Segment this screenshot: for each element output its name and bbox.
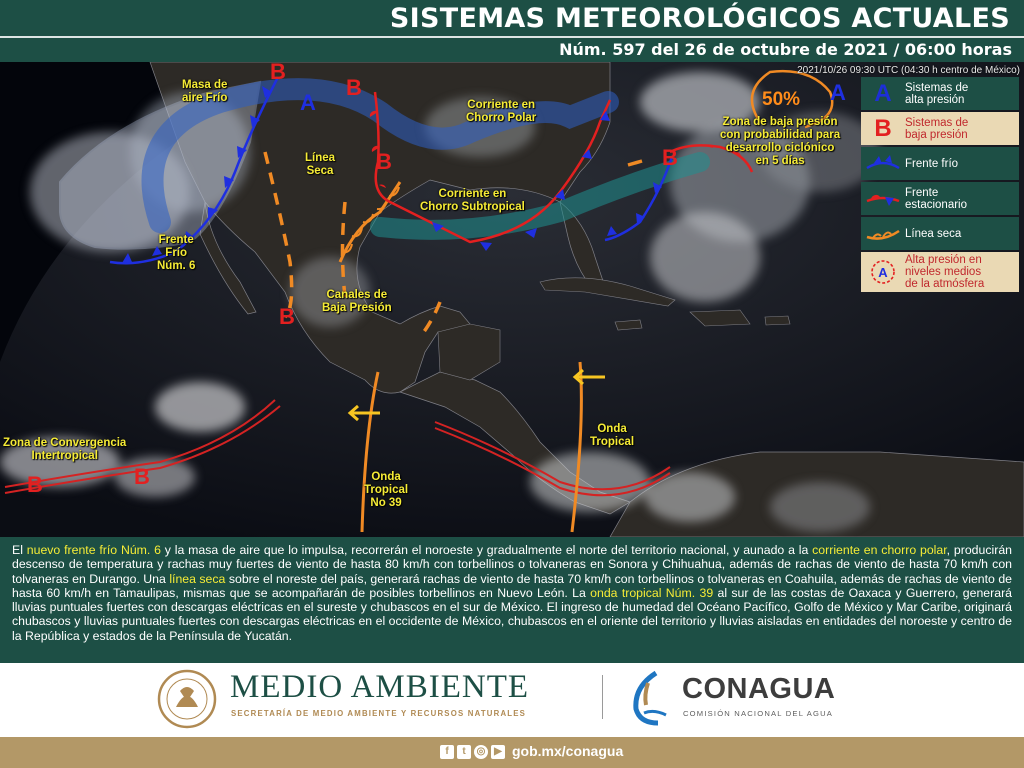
footer-bar	[0, 737, 1024, 768]
bulletin-segment: , producirán descenso de temperatura y rachas muy fuertes de viento de hasta 80 km/h con torbellinos o tolvaneras en Sonora y Chihuahua, además de rachas de viento de hasta 70 km/h con tolvaneras en Durango. Una	[12, 543, 1012, 586]
bulletin-text-panel	[0, 537, 1024, 663]
label-masa-aire-frio: Masa de aire Frío	[182, 79, 228, 104]
legend-item-low-pressure	[861, 112, 1019, 145]
conagua-subtitle: COMISIÓN NACIONAL DEL AGUA	[683, 709, 834, 718]
bulletin-segment: y la masa de aire que lo impulsa, recorrerán el noroeste y gradualmente el norte del territorio nacional, y aunado a la	[160, 543, 813, 557]
legend-label-mid-level-high: Alta presión en niveles medios de la atmósfera	[905, 254, 985, 290]
dry-line-icon	[865, 224, 901, 244]
low-pressure-B-2: B	[346, 75, 362, 100]
logo-bar	[0, 663, 1024, 737]
jamaica-island	[615, 320, 642, 330]
label-corriente-chorro-polar: Corriente en Chorro Polar	[466, 99, 537, 124]
low-pressure-B-7: B	[134, 464, 150, 489]
legend-item-dry-line	[861, 217, 1019, 250]
website-link[interactable]: gob.mx/conagua	[512, 743, 624, 759]
bulletin-highlight: corriente en chorro polar	[812, 543, 947, 557]
label-onda-tropical: Onda Tropical	[590, 423, 635, 448]
bulletin-number-date: Núm. 597 del 26 de octubre de 2021 / 06:00 horas	[559, 40, 1012, 59]
high-pressure-icon: A	[874, 79, 892, 107]
mid-level-high-icon	[868, 257, 898, 287]
puerto-rico-island	[765, 316, 790, 325]
satellite-timestamp: 2021/10/26 09:30 UTC (04:30 h centro de México)	[797, 65, 1020, 76]
label-linea-seca: Línea Seca	[305, 152, 336, 177]
bulletin-paragraph	[12, 543, 1012, 643]
header-bar	[0, 0, 1024, 62]
bulletin-segment: al sur de las costas de Oaxaca y Guerrero, generará lluvias puntuales fuertes con descargas eléctricas en el sureste y chubascos en el sur de México. El ingreso de humedad del Océano Pacífico, Golfo de México y Mar Caribe, originará chubascos y lluvias puntuales fuertes con descargas eléctricas en el occidente de México, chubascos en el oriente del territorio y lluvias aisladas en entidades del noroeste y centro de la República y estados de la Península de Yucatán.	[12, 585, 1012, 643]
legend-label-low-pressure: Sistemas de baja presión	[905, 116, 969, 141]
cold-front-icon	[865, 154, 901, 174]
cyclone-probability: 50%	[762, 89, 801, 110]
label-corriente-chorro-subtropical: Corriente en Chorro Subtropical	[420, 188, 525, 213]
page-title: SISTEMAS METEOROLÓGICOS ACTUALES	[389, 3, 1010, 34]
low-pressure-B-5: B	[662, 145, 678, 170]
high-pressure-A-2: A	[830, 80, 846, 105]
low-pressure-B-3: B	[376, 149, 392, 174]
bulletin-segment: El	[12, 543, 27, 557]
mexico-seal-logo	[156, 669, 218, 729]
twitter-icon[interactable]: t	[457, 745, 471, 759]
bulletin-highlight: línea seca	[169, 571, 226, 586]
medio-ambiente-title: MEDIO AMBIENTE	[230, 669, 530, 705]
low-pressure-icon: B	[874, 114, 892, 142]
semarnat-subtitle: SECRETARÍA DE MEDIO AMBIENTE Y RECURSOS NATURALES	[231, 709, 527, 718]
label-onda-tropical-39: Onda Tropical No 39	[364, 471, 409, 509]
legend-item-cold-front	[861, 147, 1019, 180]
bulletin-segment: sobre el noreste del país, generará rachas de viento de hasta 70 km/h con torbellinos o tolvaneras en Coahuila, además de rachas de viento de hasta 60 km/h en Tamaulipas, mismas que se acompañarán de posibles torbellinos en Nuevo León. La	[12, 571, 1012, 600]
social-icons	[440, 745, 505, 759]
legend-label-stationary-front: Frente estacionario	[905, 186, 968, 211]
conagua-title: CONAGUA	[682, 673, 836, 705]
logo-divider	[602, 675, 603, 719]
bulletin-highlight: nuevo frente frío Núm. 6	[26, 543, 161, 557]
legend-label-high-pressure: Sistemas de alta presión	[905, 81, 969, 106]
label-zona-convergencia: Zona de Convergencia Intertropical	[3, 437, 127, 462]
legend-item-stationary-front	[861, 182, 1019, 215]
low-pressure-B-6: B	[27, 472, 43, 497]
map-legend	[861, 77, 1019, 294]
label-canales-baja-presion: Canales de Baja Presión	[322, 289, 392, 314]
legend-item-mid-level-high	[861, 252, 1019, 292]
header-divider	[0, 36, 1024, 38]
youtube-icon[interactable]: ▶	[491, 745, 505, 759]
legend-label-dry-line: Línea seca	[905, 227, 962, 240]
instagram-icon[interactable]: ◎	[474, 745, 488, 759]
low-pressure-B-4: B	[279, 304, 295, 329]
legend-item-high-pressure	[861, 77, 1019, 110]
bulletin-highlight: onda tropical Núm. 39	[590, 585, 714, 600]
label-zona-baja-presion: Zona de baja presión con probabilidad para desarrollo ciclónico en 5 días	[720, 116, 841, 167]
facebook-icon[interactable]: f	[440, 745, 454, 759]
high-pressure-A-1: A	[300, 90, 316, 115]
legend-label-cold-front: Frente frío	[905, 157, 959, 170]
svg-text:A: A	[878, 265, 888, 280]
conagua-logo-icon	[626, 669, 674, 727]
label-frente-frio-6: Frente Frío Núm. 6	[157, 234, 196, 272]
stationary-front-icon	[865, 189, 901, 209]
low-pressure-B-1: B	[270, 62, 286, 84]
